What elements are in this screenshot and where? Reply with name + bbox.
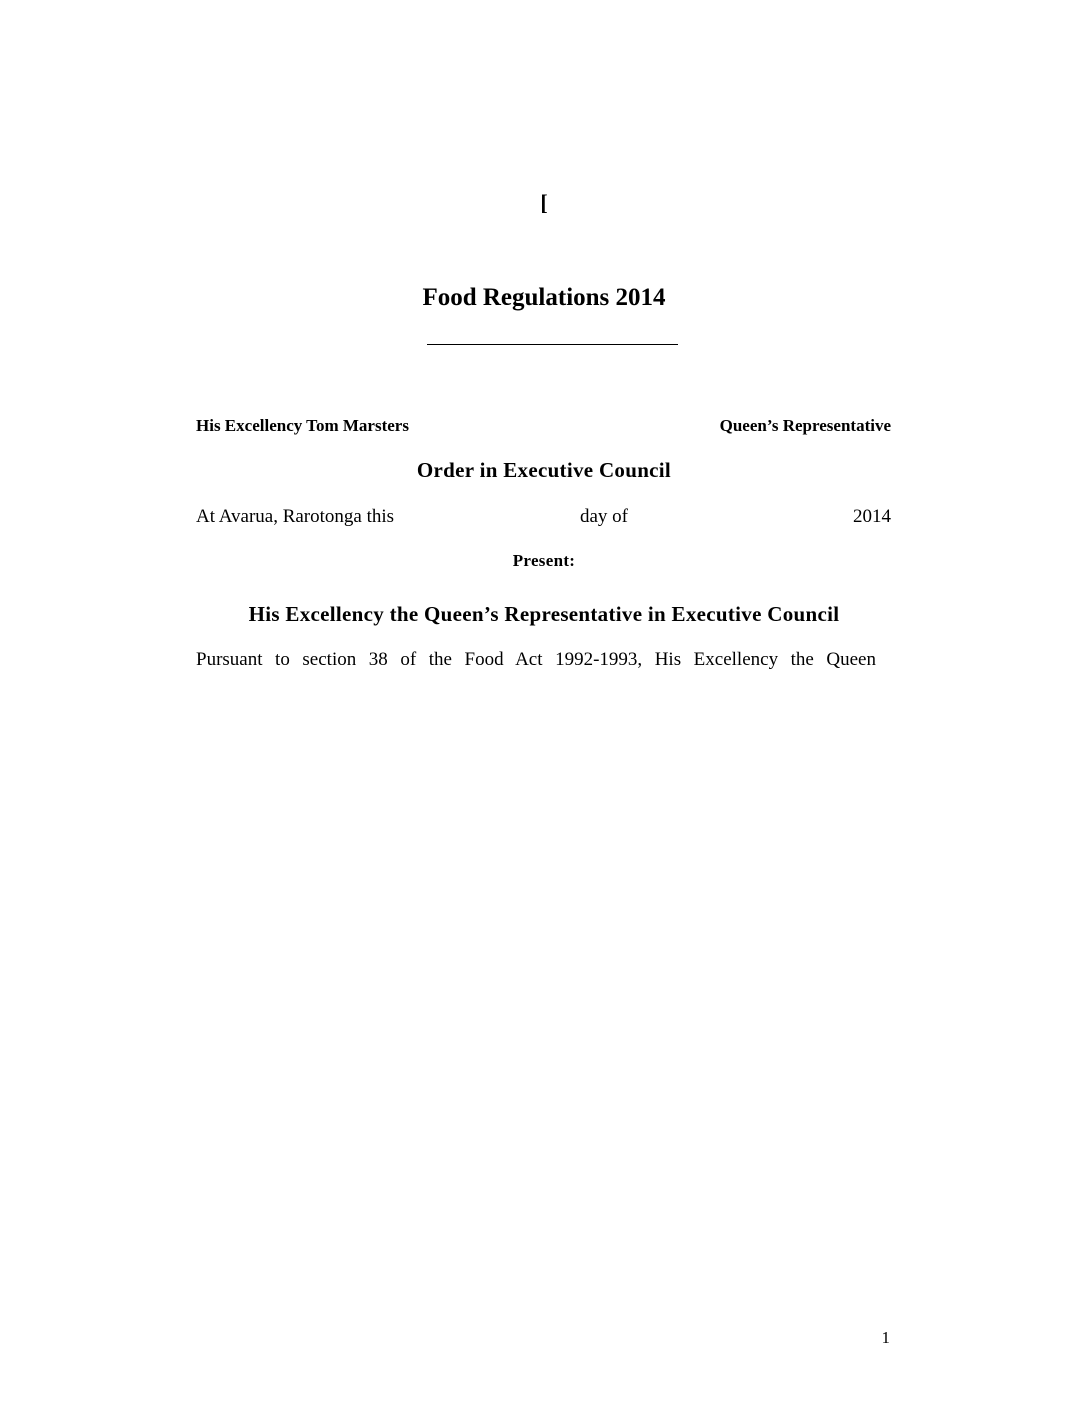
council-heading: His Excellency the Queen’s Representative in Executive Council [248,602,840,626]
date-line [196,506,891,528]
header-left-name: His Excellency Tom Marsters [196,416,409,435]
present-label: Present: [512,551,576,570]
order-heading: Order in Executive Council [416,458,672,482]
title-underline-rule [427,344,678,345]
header-right-title: Queen’s Representative [719,416,891,435]
bracket-mark: [ [540,190,548,215]
page-number: 1 [881,1328,890,1347]
date-year: 2014 [853,506,891,527]
date-day-of: day of [580,506,629,527]
document-title: Food Regulations 2014 [422,284,666,311]
date-place: At Avarua, Rarotonga this [196,506,395,527]
header-row [196,416,891,436]
body-paragraph: Pursuant to section 38 of the Food Act 1992-1993, His Excellency the Queen [196,649,876,670]
